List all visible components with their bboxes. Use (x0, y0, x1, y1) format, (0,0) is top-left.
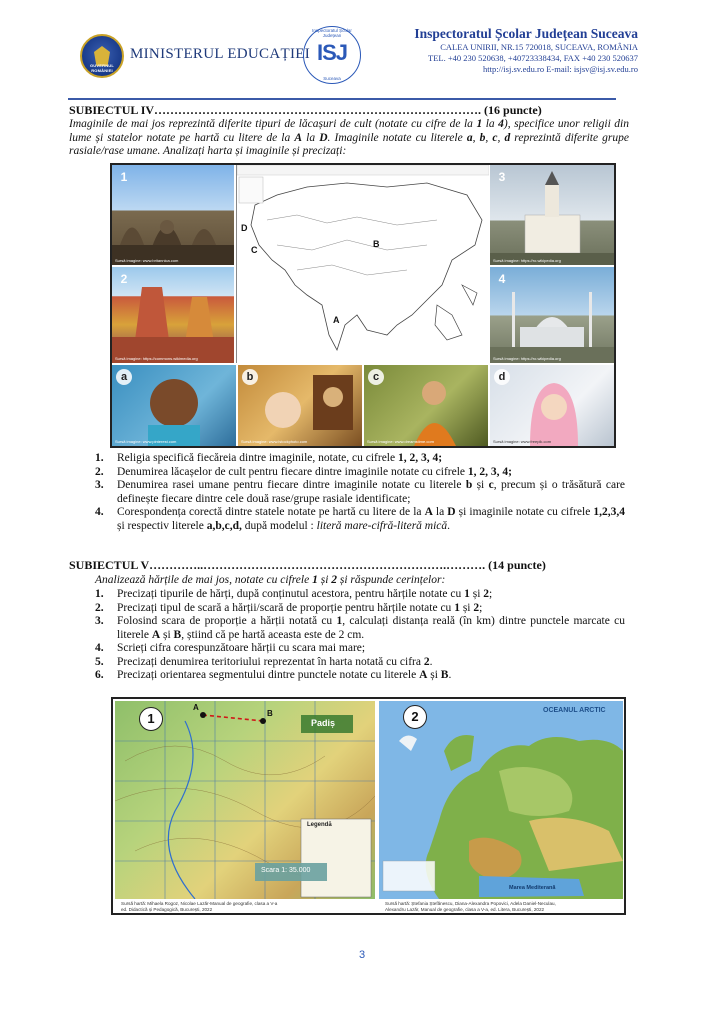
subject-5-label: SUBIECTUL V (69, 558, 150, 572)
question-text: Folosind scara de proporție a hărții notată cu (117, 615, 337, 627)
question-text: și (472, 479, 489, 491)
face-b-credit: Sursă imagine: www.istockphoto.com (241, 439, 308, 444)
photo-face-a (112, 365, 236, 446)
asia-outline-shape (237, 165, 489, 363)
isj-logo (303, 26, 361, 84)
question-text: Scrieți cifra corespunzătoare hărții cu scara mai mare; (117, 642, 366, 654)
intro-text: la (482, 118, 499, 130)
question-text: după modelul : (241, 519, 317, 532)
question-text: Precizați tipurile de hărți, după conținutul acestora, pentru hărțile notate cu (117, 588, 465, 600)
question-text: ; (479, 601, 483, 614)
letterhead (78, 26, 638, 96)
intro-text: Imaginile de mai jos reprezintă diferite tipuri de lăcașuri de cult (notate cu cifre de la (69, 118, 477, 130)
photo-2-badge: 2 (120, 272, 128, 286)
question-bold: B (173, 628, 182, 641)
subject-5-questions (95, 588, 625, 683)
intro-text: la (302, 131, 320, 144)
map-1-point-b: B (267, 709, 273, 718)
maps-figure (111, 697, 626, 915)
face-d-credit: Sursă imagine: www.freepik.com (493, 439, 552, 444)
header-divider (68, 98, 616, 100)
question-text: și (427, 669, 441, 681)
question-text: Religia specifică fiecăreia dintre imaginile, notate, cu cifrele (117, 452, 398, 464)
isj-logo-city: Suceava (323, 76, 341, 81)
question-bold: b (465, 479, 473, 491)
question-text: și (160, 628, 174, 641)
europe-physical-map (379, 701, 623, 899)
intro-bold: D (319, 131, 328, 144)
inspectorate-phone: TEL. +40 230 520638, +40723338434, FAX +40 230 520637 (428, 53, 638, 63)
question-bold: 2 (483, 588, 490, 600)
question-bold: D (447, 506, 456, 518)
intro-bold: 2 (331, 574, 338, 586)
intro-bold: c (492, 131, 498, 144)
subject-4-intro (69, 118, 629, 159)
isj-logo-mark: ISJ (316, 40, 348, 65)
map-label-d: D (241, 223, 248, 233)
question-text: Corespondența corectă dintre statele notate pe hartă cu litere de la (117, 506, 425, 518)
question-bold: 1 (454, 601, 460, 614)
photo-4-credit: Sursă imagine: https://ro.wikipedia.org (493, 356, 561, 361)
intro-text: , (497, 131, 505, 144)
question-bold: A (424, 506, 433, 518)
photo-face-d (490, 365, 614, 446)
photo-3-credit: Sursă imagine: https://ro.wikipedia.org (493, 258, 561, 263)
question-text: Precizați tipul de scară a hărții/scară de proporție pentru hărțile notate cu (117, 601, 455, 614)
inspectorate-web[interactable]: http://isj.sv.edu.ro E-mail: isjsv@isj.sv.edu.ro (483, 64, 638, 74)
question-number: 3. (95, 615, 104, 627)
map-label-a: A (333, 315, 340, 325)
question-number: 1. (95, 452, 104, 464)
question-text: și (469, 588, 484, 600)
photo-face-c (364, 365, 488, 446)
question-italic: literă mare-cifră-literă mică (316, 519, 448, 532)
intro-bold: 1 (476, 118, 483, 130)
government-seal-logo (80, 34, 124, 78)
intro-bold: a (466, 131, 473, 144)
religion-collage-figure (110, 163, 616, 448)
map-2-caption (385, 901, 625, 913)
physical-map-2 (379, 701, 623, 899)
photo-3-badge: 3 (498, 170, 506, 184)
seal-text: GUVERNUL ROMÂNIEI (89, 63, 115, 73)
question-5-5 (95, 656, 625, 670)
map-label-c: C (251, 245, 258, 255)
intro-text: și (317, 574, 332, 586)
subject-4-points: (16 puncte) (484, 103, 542, 117)
inspectorate-info (368, 26, 638, 75)
question-text: Denumirea lăcașelor de cult pentru fiecare dintre imaginile notate cu cifrele (117, 465, 468, 478)
photo-3-church (490, 165, 614, 265)
question-bold: B (440, 669, 449, 681)
question-5-4 (95, 642, 625, 656)
question-number: 1. (95, 588, 104, 600)
question-5-2 (95, 602, 625, 616)
subject-5-dots: …………..…………………………………………………….………. (149, 558, 486, 572)
photo-1-temple (112, 165, 234, 265)
question-number: 4. (95, 642, 104, 654)
question-5-6 (95, 669, 625, 683)
question-bold: 2 (423, 655, 430, 668)
question-text: și (459, 601, 474, 614)
question-number: 5. (95, 655, 104, 668)
question-text: , calculați distanța reală (în km) dintre punctele marcate cu literele (117, 615, 625, 641)
page-number: 3 (358, 949, 366, 961)
subject-4-title (69, 103, 542, 118)
question-text: , știind că pe hartă aceasta este de 2 cm. (181, 628, 365, 641)
face-a-badge: a (116, 369, 132, 385)
question-4-2 (95, 466, 625, 480)
question-4-4 (95, 506, 625, 533)
face-b-badge: b (242, 369, 258, 385)
question-5-3 (95, 615, 625, 642)
question-text: și respectiv literele (117, 519, 207, 532)
map-label-b: B (373, 239, 380, 249)
question-number: 3. (95, 479, 104, 491)
subject-5-points: (14 puncte) (488, 558, 546, 572)
question-text: ; (489, 588, 493, 600)
map-1-caption-line: ed. Didactică și Pedagogică, București, 2022 (121, 907, 213, 912)
map-1-place-label: Padiș (311, 718, 336, 728)
inspectorate-name: Inspectoratul Școlar Județean Suceava (414, 26, 638, 41)
photo-1-credit: Sursă imagine: www.britannica.com (115, 258, 179, 263)
question-bold: 1 (464, 588, 470, 600)
subject-4-label: SUBIECTUL IV (69, 103, 155, 117)
isj-logo-arc-text: Inspectoratul Școlar Județean (312, 28, 352, 38)
intro-text: , (485, 131, 493, 144)
asia-outline-map (236, 165, 488, 363)
photo-1-badge: 1 (120, 170, 128, 184)
question-number: 4. (95, 506, 104, 518)
question-text: Denumirea rasei umane pentru fiecare dintre imaginile notate cu literele (117, 479, 466, 491)
inspectorate-address: CALEA UNIRII, NR.15 720018, SUCEAVA, ROMÂNIA (440, 42, 638, 52)
map-1-caption (121, 901, 371, 913)
question-number: 2. (95, 601, 104, 614)
topographic-map-1 (115, 701, 375, 899)
question-text: Precizați orientarea segmentului dintre punctele notate cu literele (117, 669, 420, 681)
topographic-map-grid (115, 701, 375, 899)
intro-bold: b (479, 131, 486, 144)
map-2-sea-label: Marea Mediterană (509, 885, 556, 891)
question-text: și imaginile notate cu cifrele (455, 506, 594, 518)
subject-5-title (69, 558, 546, 573)
question-4-1 (95, 452, 625, 466)
intro-bold: 4 (498, 118, 504, 130)
question-text: Precizați denumirea teritoriului reprezentat în harta notată cu cifra (117, 655, 424, 668)
map-1-point-a: A (193, 703, 199, 712)
intro-text: Analizează hărțile de mai jos, notate cu cifrele (95, 574, 313, 586)
intro-text: reprezintă diferite grupe rasiale/rase umane. Analizați harta și imaginile și precizați: (69, 131, 630, 157)
map-1-legend-title: Legendă (307, 822, 332, 828)
question-text: . (448, 669, 452, 681)
map-2-caption-line: Sursă hartă: Ștefania Ștefănescu, Diana-Alexandra Popovici, Adela Daniel-Neculau, (385, 901, 556, 906)
question-bold: 1, 2, 3, 4; (467, 465, 512, 478)
question-bold: 1 (336, 615, 343, 627)
map-1-caption-line: Sursă hartă: Mihaela Rogoz, Nicolae Lazăr-Manual de geografie, clasa a V-a (121, 901, 278, 906)
intro-text: . Imaginile notate cu literele (327, 131, 467, 144)
question-bold: c (488, 479, 494, 491)
question-bold: 2 (473, 601, 480, 614)
question-text: . (429, 655, 433, 668)
map-2-arctic-label: OCEANUL ARCTIC (543, 707, 606, 714)
map-2-caption-line: Alexandru Lazăr, Manual de geografie, clasa a V-a, ed. Litera, București, 2022 (385, 907, 545, 912)
subject-5-intro (95, 574, 625, 588)
question-number: 2. (95, 465, 104, 478)
question-bold: A (151, 628, 161, 641)
question-number: 6. (95, 669, 104, 681)
question-bold: a,b,c,d, (206, 519, 242, 532)
face-c-badge: c (368, 369, 384, 385)
intro-text: ), specifice unor religii din lume și statelor notate pe hartă cu litere de la (69, 118, 629, 144)
photo-4-mosque (490, 267, 614, 363)
question-bold: A (419, 669, 428, 681)
question-text: . (447, 519, 451, 532)
intro-bold: d (504, 131, 511, 144)
subject-4-dots: ………………………………………………………………………. (154, 103, 482, 117)
map-2-badge: 2 (403, 705, 427, 729)
photo-2-temple (112, 267, 234, 363)
question-4-3 (95, 479, 625, 506)
ministry-name: MINISTERUL EDUCAȚIEI (130, 46, 311, 62)
photo-4-badge: 4 (498, 272, 506, 286)
question-5-1 (95, 588, 625, 602)
face-a-credit: Sursă imagine: www.pinterest.com (115, 439, 177, 444)
intro-bold: 1 (312, 574, 318, 586)
question-bold: 1,2,3,4 (593, 506, 625, 518)
map-1-scale: Scara 1: 35.000 (261, 867, 311, 874)
question-text: , precum și o trăsătură care definește fiecare dintre cele două rase/grupe rasiale identificate; (117, 479, 626, 505)
question-text: la (432, 506, 448, 518)
face-c-credit: Sursă imagine: www.dreamstime.com (367, 439, 434, 444)
face-d-badge: d (494, 369, 510, 385)
photo-face-b (238, 365, 362, 446)
intro-bold: A (294, 131, 303, 144)
map-1-badge: 1 (139, 707, 163, 731)
question-bold: 1, 2, 3, 4; (397, 452, 443, 464)
subject-4-questions (95, 452, 625, 533)
photo-2-credit: Sursă imagine: https://commons.wikimedia.org (115, 356, 198, 361)
intro-text: , (472, 131, 480, 144)
intro-text: și răspunde cerințelor: (337, 574, 446, 586)
